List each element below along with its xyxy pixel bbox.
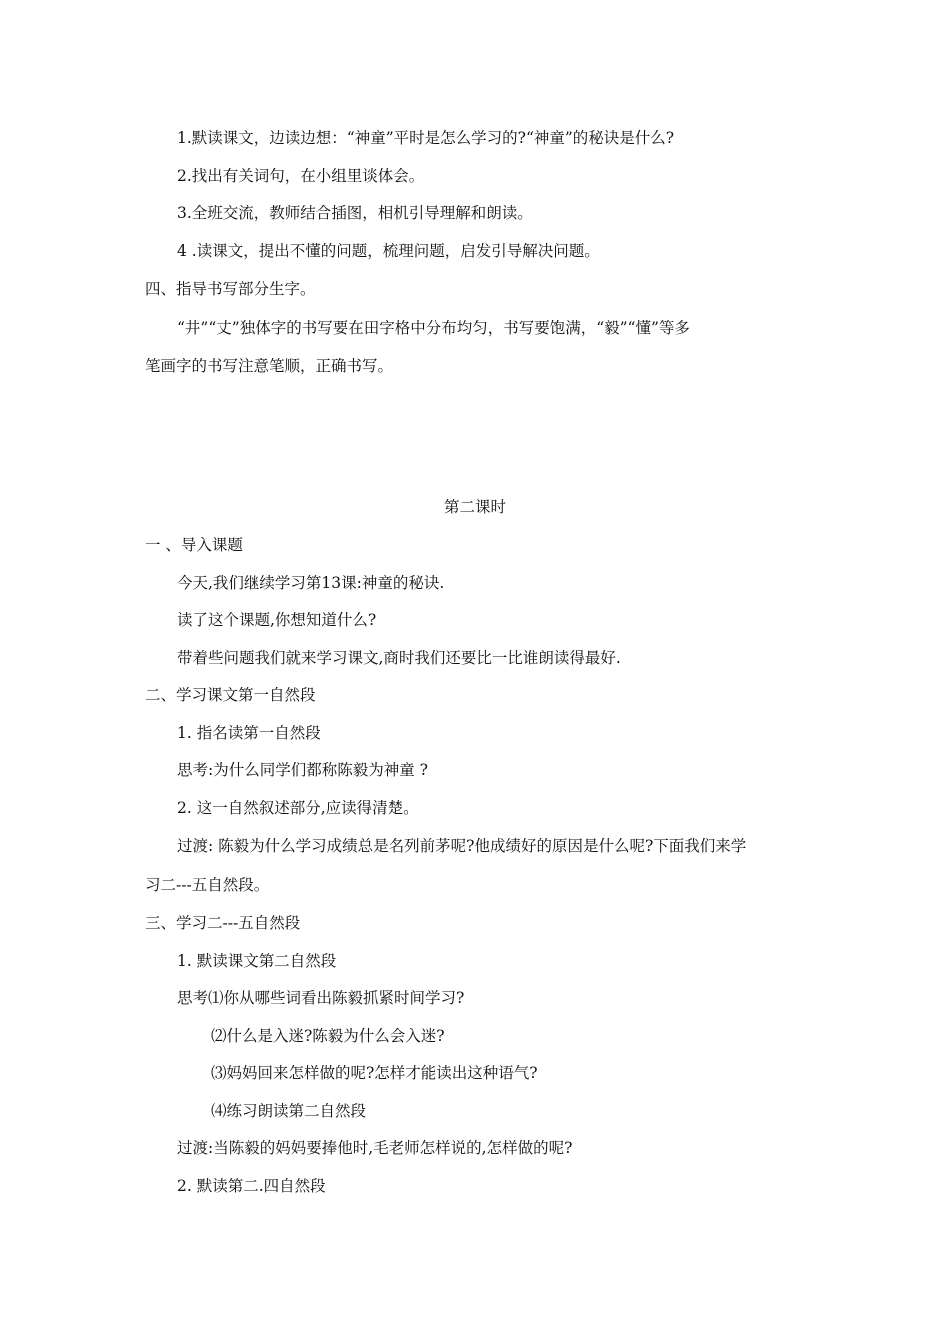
section-3-think-2: ⑵什么是入迷?陈毅为什么会入迷? <box>211 1027 445 1045</box>
section-3-heading: 三、学习二---五自然段 <box>145 914 301 932</box>
lesson-title: 第二课时 <box>443 498 506 516</box>
section-1-line-1: 今天,我们继续学习第13课:神童的秘诀. <box>177 574 445 592</box>
section-1-line-3: 带着些问题我们就来学习课文,商时我们还要比一比谁朗读得最好. <box>177 649 621 667</box>
step-1: 1.默读课文，边读边想：“神童”平时是怎么学习的?“神童”的秘诀是什么? <box>177 129 675 147</box>
section-3-step-2: 2. 默读第二.四自然段 <box>177 1177 326 1195</box>
section-3-think-4: ⑷练习朗读第二自然段 <box>211 1102 367 1120</box>
section-1-heading: 一 、导入课题 <box>145 536 243 554</box>
section-2-heading: 二、学习课文第一自然段 <box>145 686 316 704</box>
section-4-text-line-1: “井”“丈”独体字的书写要在田字格中分布均匀，书写要饱满，“毅”“懂”等多 <box>177 319 690 337</box>
section-3-think-1: 思考⑴你从哪些词看出陈毅抓紧时间学习? <box>177 989 465 1007</box>
section-2-transition-line-2: 习二---五自然段。 <box>145 876 270 894</box>
section-4-heading: 四、指导书写部分生字。 <box>145 280 316 298</box>
step-2: 2.找出有关词句，在小组里谈体会。 <box>177 167 425 185</box>
section-3-transition: 过渡:当陈毅的妈妈要捧他时,毛老师怎样说的,怎样做的呢? <box>177 1139 573 1157</box>
section-3-step-1: 1. 默读课文第二自然段 <box>177 952 337 970</box>
section-2-transition-line-1: 过渡: 陈毅为什么学习成绩总是名列前茅呢?他成绩好的原因是什么呢?下面我们来学 <box>177 837 747 855</box>
section-2-line-3: 2. 这一自然叙述部分,应读得清楚。 <box>177 799 419 817</box>
section-4-text-line-2: 笔画字的书写注意笔顺，正确书写。 <box>145 357 394 375</box>
section-2-line-2: 思考:为什么同学们都称陈毅为神童 ? <box>177 761 428 779</box>
step-4: 4 .读课文，提出不懂的问题，梳理问题，启发引导解决问题。 <box>177 242 600 260</box>
step-3: 3.全班交流，教师结合插图，相机引导理解和朗读。 <box>177 204 533 222</box>
section-1-line-2: 读了这个课题,你想知道什么? <box>177 611 377 629</box>
section-3-think-3: ⑶妈妈回来怎样做的呢?怎样才能读出这种语气? <box>211 1064 538 1082</box>
section-2-line-1: 1. 指名读第一自然段 <box>177 724 321 742</box>
